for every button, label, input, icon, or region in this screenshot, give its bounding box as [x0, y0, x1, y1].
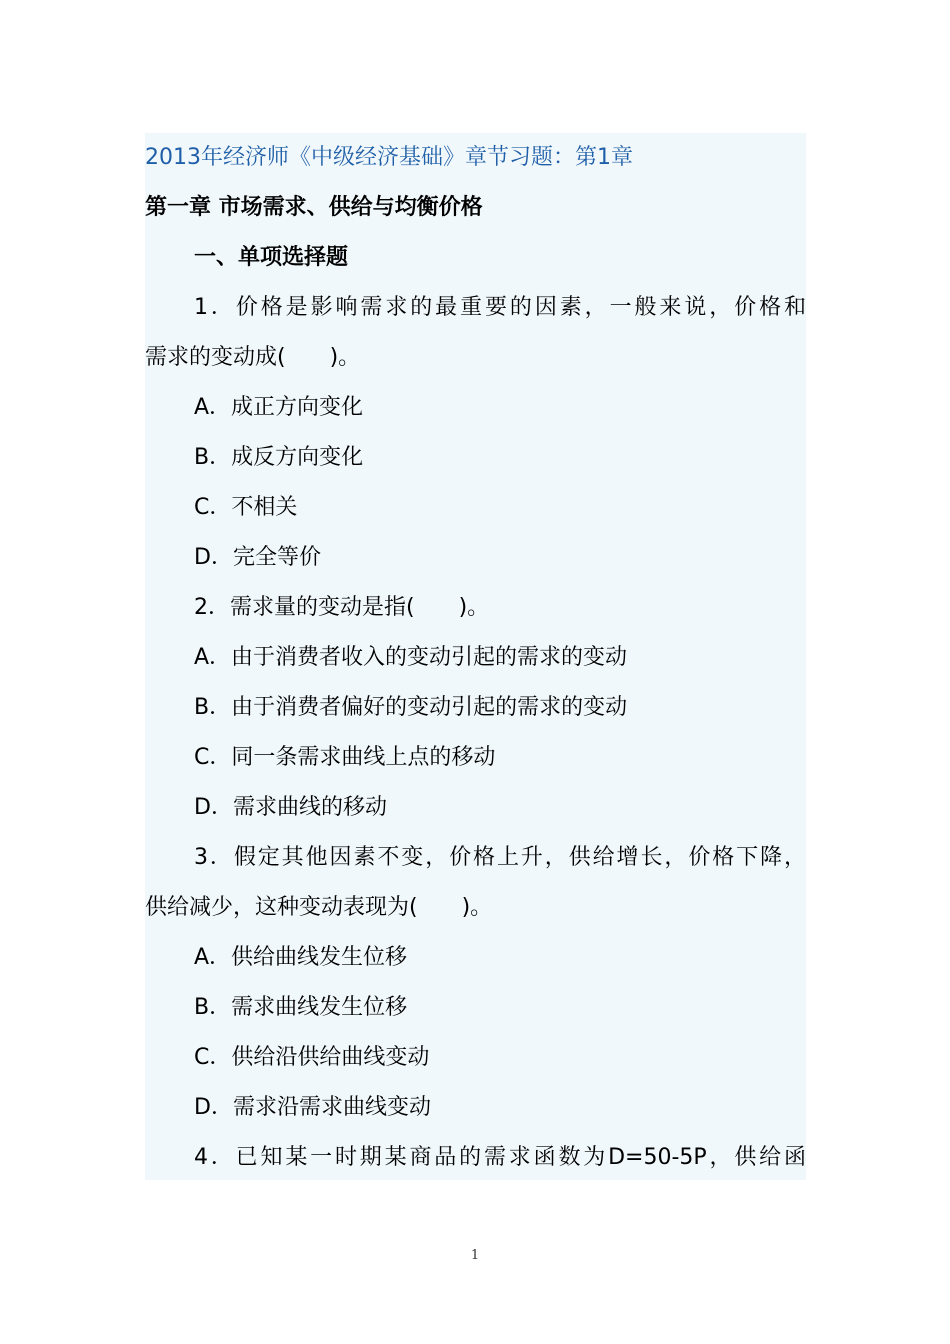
question-1-option-a: A．成正方向变化: [194, 395, 364, 420]
question-3-option-b: B．需求曲线发生位移: [194, 995, 408, 1020]
question-3-text-cont: 供给减少，这种变动表现为( )。: [145, 895, 493, 920]
question-1-text: 1．价格是影响需求的最重要的因素，一般来说，价格和: [194, 295, 806, 320]
question-3-text: 3．假定其他因素不变，价格上升，供给增长，价格下降，: [194, 845, 806, 870]
question-2-option-b: B．由于消费者偏好的变动引起的需求的变动: [194, 695, 628, 720]
question-2-option-c: C．同一条需求曲线上点的移动: [194, 745, 496, 770]
question-1-option-b: B．成反方向变化: [194, 445, 364, 470]
question-2-option-d: D．需求曲线的移动: [194, 795, 387, 820]
question-1-text-cont: 需求的变动成( )。: [145, 345, 361, 370]
question-1-option-c: C．不相关: [194, 495, 298, 520]
question-2-option-a: A．由于消费者收入的变动引起的需求的变动: [194, 645, 628, 670]
question-3-option-c: C．供给沿供给曲线变动: [194, 1045, 430, 1070]
chapter-heading: 第一章 市场需求、供给与均衡价格: [145, 195, 483, 220]
question-4-text: 4．已知某一时期某商品的需求函数为D=50-5P，供给函: [194, 1145, 806, 1170]
question-3-option-a: A．供给曲线发生位移: [194, 945, 408, 970]
section-heading: 一、单项选择题: [194, 245, 349, 270]
question-1-option-d: D．完全等价: [194, 545, 321, 570]
document-body: [145, 133, 806, 1180]
page-number: 1: [470, 1248, 480, 1263]
question-3-option-d: D．需求沿需求曲线变动: [194, 1095, 431, 1120]
document-title: 2013年经济师《中级经济基础》章节习题：第1章: [145, 145, 633, 170]
question-2-text: 2．需求量的变动是指( )。: [194, 595, 490, 620]
